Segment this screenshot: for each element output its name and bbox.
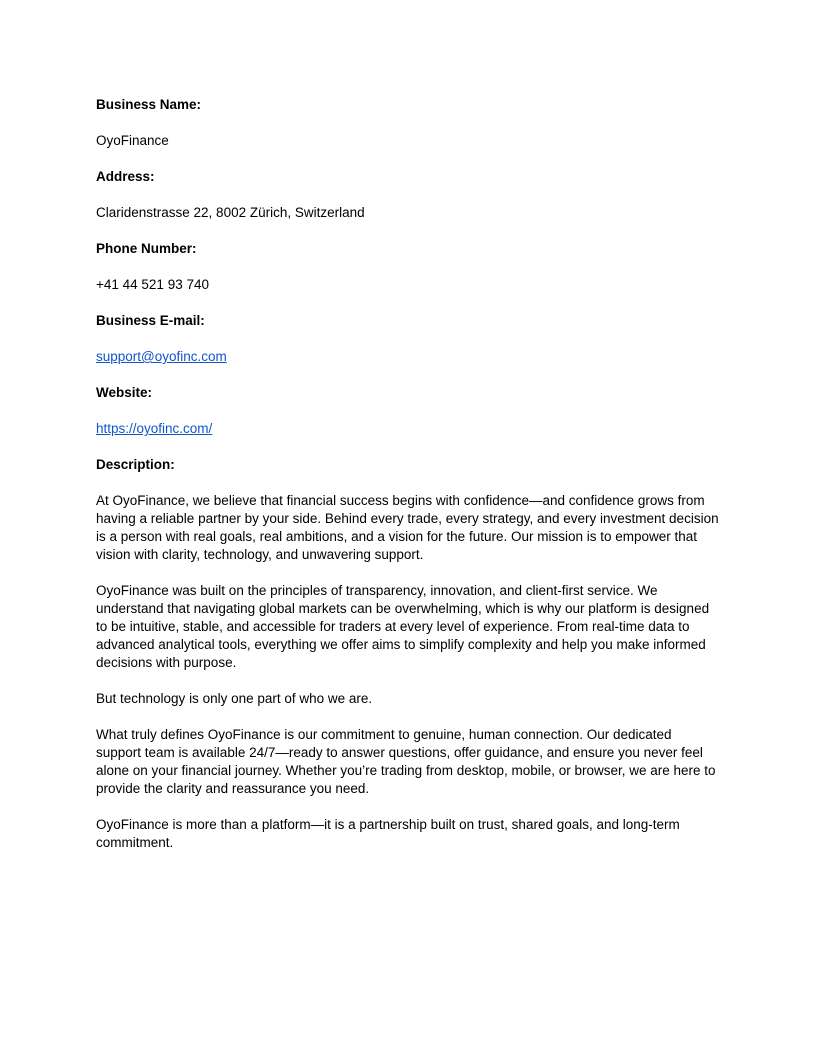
description-paragraph-2: OyoFinance was built on the principles of transparency, innovation, and client-first service. We understand that navigating global markets can be overwhelming, which is why our platform is designed to be intuitive, stable, and accessible for traders at every level of experience. From real-time data to advanced analytical tools, everything we offer aims to simplify complexity and help you make informed decisions with purpose. <box>96 583 710 670</box>
phone-value: +41 44 521 93 740 <box>96 277 209 292</box>
website-link[interactable]: https://oyofinc.com/ <box>96 421 213 436</box>
website-label: Website: <box>96 385 153 400</box>
address-value: Claridenstrasse 22, 8002 Zürich, Switzerland <box>96 205 365 220</box>
description-label: Description: <box>96 457 175 472</box>
description-paragraph-5: OyoFinance is more than a platform—it is a partnership built on trust, shared goals, and long-term commitment. <box>96 817 680 850</box>
document-page <box>96 96 720 870</box>
phone-label: Phone Number: <box>96 241 197 256</box>
business-name-label: Business Name: <box>96 97 202 112</box>
description-paragraph-4: What truly defines OyoFinance is our commitment to genuine, human connection. Our dedicated support team is available 24/7—ready to answer questions, offer guidance, and ensure you never feel alone on your financial journey. Whether you’re trading from desktop, mobile, or browser, we are here to provide the clarity and reassurance you need. <box>96 727 716 796</box>
email-link[interactable]: support@oyofinc.com <box>96 349 227 364</box>
business-name-value: OyoFinance <box>96 133 169 148</box>
description-paragraph-1: At OyoFinance, we believe that financial success begins with confidence—and confidence grows from having a reliable partner by your side. Behind every trade, every strategy, and every investment decision is a person with real goals, real ambitions, and a vision for the future. Our mission is to empower that vision with clarity, technology, and unwavering support. <box>96 493 719 562</box>
email-label: Business E-mail: <box>96 313 205 328</box>
description-paragraph-3: But technology is only one part of who we are. <box>96 691 373 706</box>
address-label: Address: <box>96 169 155 184</box>
